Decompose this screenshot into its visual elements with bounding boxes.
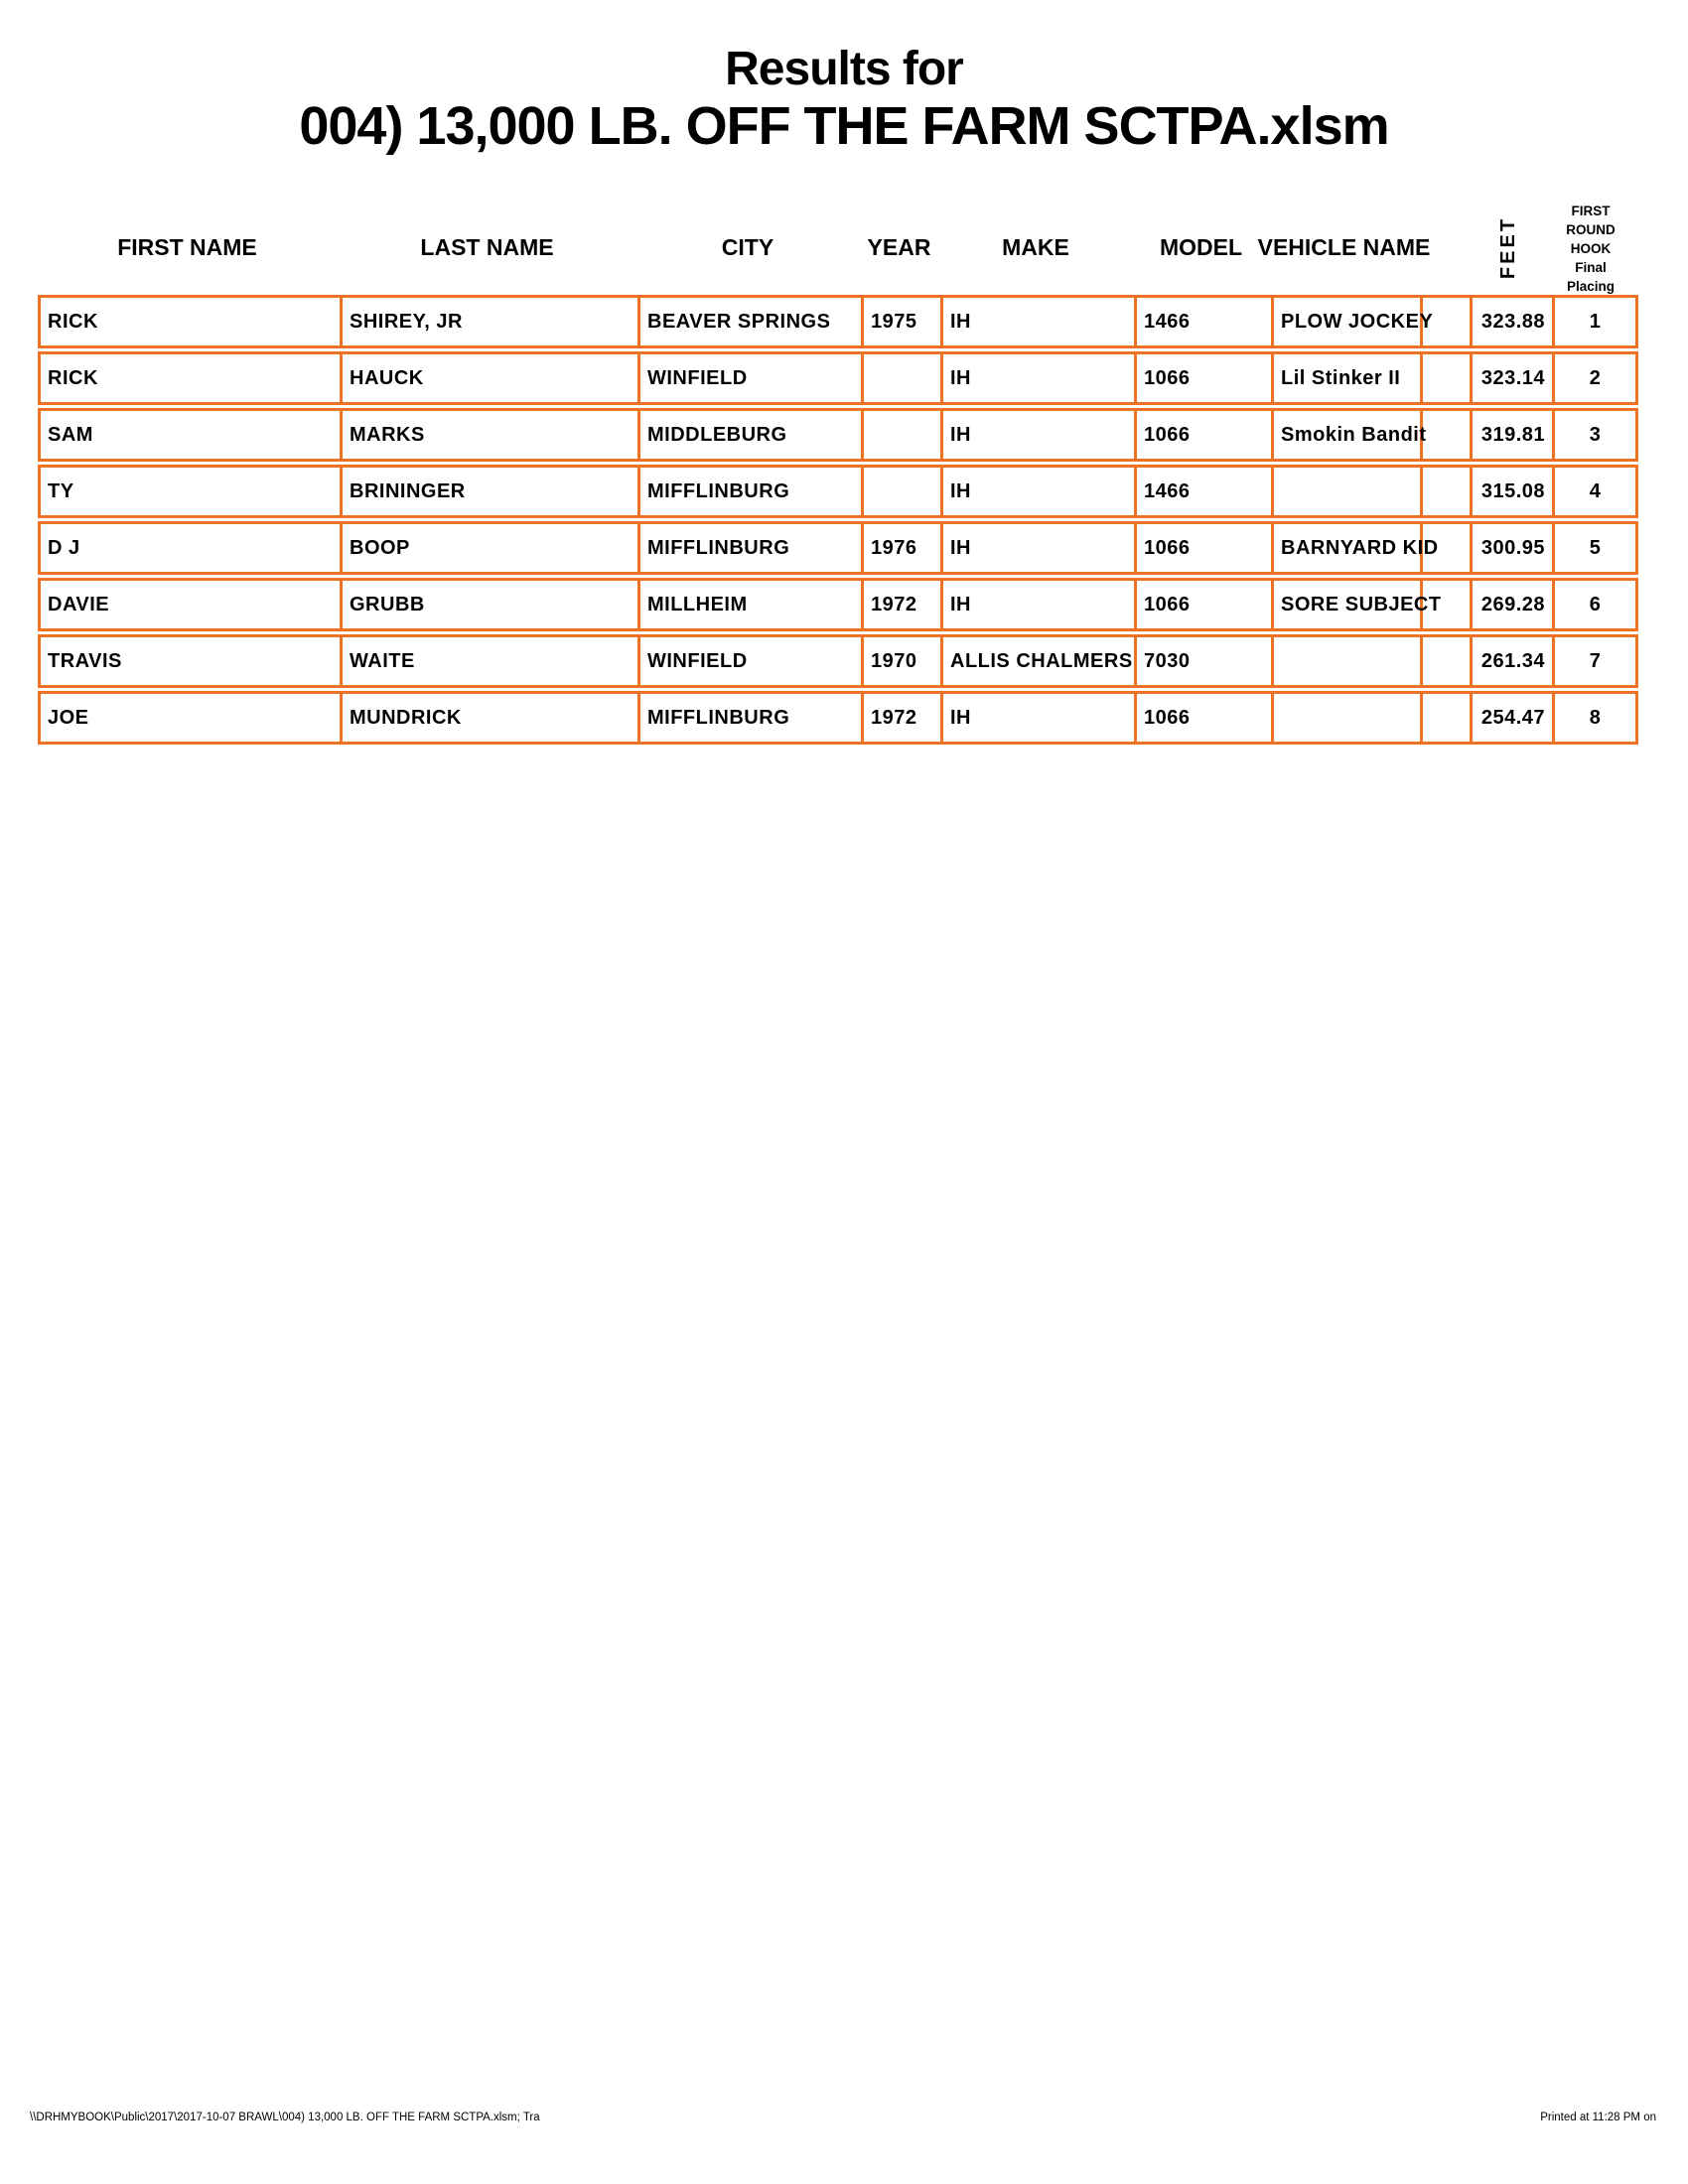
cell-placing: 3: [1589, 423, 1602, 446]
cell-city: MILLHEIM: [640, 581, 864, 628]
cell-feet: 319.81: [1473, 411, 1555, 459]
cell-last-name: HAUCK: [343, 354, 640, 402]
cell-vehicle-name: Lil Stinker II: [1274, 354, 1423, 402]
cell-spacer: [1423, 694, 1473, 742]
cell-model: 1466: [1137, 468, 1274, 515]
cell-year: [864, 411, 943, 459]
cell-first-name: RICK: [41, 354, 343, 402]
cell-make: IH: [943, 298, 1137, 345]
cell-feet: 323.88: [1473, 298, 1555, 345]
cell-make: IH: [943, 468, 1137, 515]
column-header-vehicle-name: VEHICLE NAME: [1257, 233, 1431, 260]
cell-city: MIFFLINBURG: [640, 524, 864, 572]
cell-model: 1466: [1137, 298, 1274, 345]
footer-printed-at: Printed at 11:28 PM on: [1540, 2112, 1656, 2123]
table-row: [38, 691, 1638, 745]
cell-last-name: SHIREY, JR: [343, 298, 640, 345]
table-row: [38, 295, 1638, 348]
place-header-line: ROUND: [1566, 222, 1616, 237]
table-rows: [38, 295, 1638, 745]
table-row: [38, 634, 1638, 688]
cell-last-name: MARKS: [343, 411, 640, 459]
cell-spacer: [1423, 637, 1473, 685]
cell-last-name: WAITE: [343, 637, 640, 685]
column-header-feet: [1470, 199, 1552, 296]
cell-placing: 5: [1589, 536, 1602, 559]
place-header-line: FIRST: [1571, 204, 1611, 218]
cell-city: MIFFLINBURG: [640, 694, 864, 742]
cell-year: 1972: [864, 581, 943, 628]
table-row: [38, 578, 1638, 631]
cell-feet: 315.08: [1473, 468, 1555, 515]
cell-spacer: [1423, 524, 1473, 572]
cell-year: [864, 354, 943, 402]
cell-first-name: DAVIE: [41, 581, 343, 628]
cell-make: IH: [943, 411, 1137, 459]
cell-city: WINFIELD: [640, 354, 864, 402]
place-header-line: Final: [1575, 260, 1607, 275]
feet-rotated-label: FEET: [1497, 215, 1520, 279]
cell-year: 1970: [864, 637, 943, 685]
cell-model: 1066: [1137, 581, 1274, 628]
cell-vehicle-name: [1274, 468, 1423, 515]
cell-first-name: D J: [41, 524, 343, 572]
cell-year: 1975: [864, 298, 943, 345]
column-header-year: YEAR: [867, 233, 931, 260]
cell-first-name: SAM: [41, 411, 343, 459]
cell-make: IH: [943, 581, 1137, 628]
cell-year: 1976: [864, 524, 943, 572]
cell-spacer: [1423, 298, 1473, 345]
place-header-line: HOOK: [1570, 241, 1612, 256]
cell-make: IH: [943, 694, 1137, 742]
cell-model: 1066: [1137, 354, 1274, 402]
cell-placing: 4: [1589, 479, 1602, 502]
cell-first-name: TY: [41, 468, 343, 515]
cell-model: 1066: [1137, 694, 1274, 742]
cell-model: 1066: [1137, 411, 1274, 459]
cell-year: 1972: [864, 694, 943, 742]
cell-placing: 1: [1589, 310, 1602, 333]
cell-city: MIFFLINBURG: [640, 468, 864, 515]
cell-first-name: JOE: [41, 694, 343, 742]
cell-last-name: MUNDRICK: [343, 694, 640, 742]
column-header-make: MAKE: [1002, 233, 1069, 260]
cell-feet: 323.14: [1473, 354, 1555, 402]
place-header-line: Placing: [1566, 279, 1615, 294]
cell-feet: 269.28: [1473, 581, 1555, 628]
table-row: [38, 408, 1638, 462]
cell-model: 7030: [1137, 637, 1274, 685]
cell-make: IH: [943, 524, 1137, 572]
column-header-model: MODEL: [1159, 233, 1243, 260]
cell-vehicle-name: SORE SUBJECT: [1274, 581, 1423, 628]
table-header-row: [38, 199, 1638, 295]
cell-vehicle-name: [1274, 694, 1423, 742]
cell-spacer: [1423, 354, 1473, 402]
cell-last-name: BOOP: [343, 524, 640, 572]
cell-placing: 2: [1589, 366, 1602, 389]
column-header-spacer: [1420, 199, 1470, 296]
report-title-line1: Results for: [725, 43, 963, 95]
column-header-city: CITY: [721, 233, 774, 260]
cell-model: 1066: [1137, 524, 1274, 572]
cell-feet: 300.95: [1473, 524, 1555, 572]
cell-last-name: BRININGER: [343, 468, 640, 515]
cell-year: [864, 468, 943, 515]
column-header-first-round-hook-final-placing: [1552, 199, 1632, 296]
report-title-line2: 004) 13,000 LB. OFF THE FARM SCTPA.xlsm: [299, 96, 1389, 156]
cell-vehicle-name: Smokin Bandit: [1274, 411, 1423, 459]
table-row: [38, 351, 1638, 405]
cell-spacer: [1423, 411, 1473, 459]
table-row: [38, 465, 1638, 518]
cell-spacer: [1423, 468, 1473, 515]
cell-city: WINFIELD: [640, 637, 864, 685]
cell-make: IH: [943, 354, 1137, 402]
column-header-last-name: LAST NAME: [420, 233, 554, 260]
cell-placing: 7: [1589, 649, 1602, 672]
cell-vehicle-name: PLOW JOCKEY: [1274, 298, 1423, 345]
cell-placing: 8: [1589, 706, 1602, 729]
column-header-first-name: FIRST NAME: [117, 233, 257, 260]
cell-placing: 6: [1589, 593, 1602, 615]
footer-file-path: \\DRHMYBOOK\Public\2017\2017-10-07 BRAWL\004) 13,000 LB. OFF THE FARM SCTPA.xlsm; Tra: [30, 2112, 540, 2123]
cell-first-name: RICK: [41, 298, 343, 345]
cell-make: ALLIS CHALMERS: [943, 637, 1137, 685]
cell-city: BEAVER SPRINGS: [640, 298, 864, 345]
cell-feet: 261.34: [1473, 637, 1555, 685]
cell-vehicle-name: [1274, 637, 1423, 685]
cell-vehicle-name: BARNYARD KID: [1274, 524, 1423, 572]
cell-city: MIDDLEBURG: [640, 411, 864, 459]
cell-feet: 254.47: [1473, 694, 1555, 742]
table-row: [38, 521, 1638, 575]
cell-last-name: GRUBB: [343, 581, 640, 628]
cell-first-name: TRAVIS: [41, 637, 343, 685]
cell-spacer: [1423, 581, 1473, 628]
